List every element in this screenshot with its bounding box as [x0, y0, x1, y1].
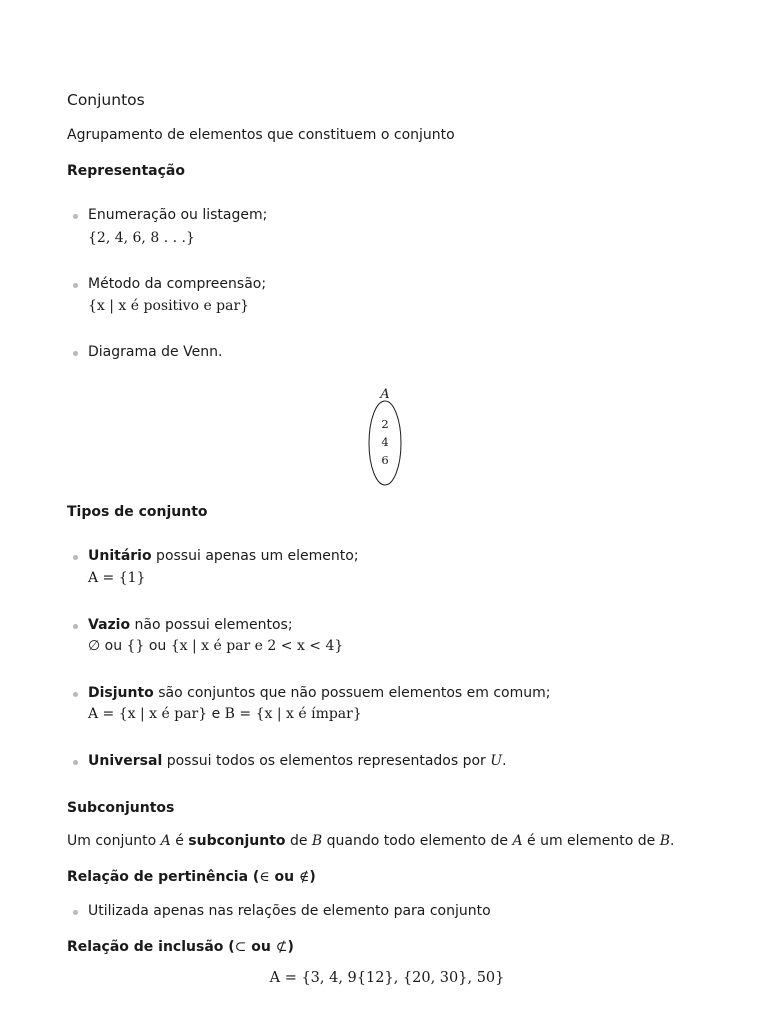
- term-universal: Universal: [88, 753, 163, 769]
- text-fragment: ): [309, 869, 316, 885]
- math-enumeracao: {2, 4, 6, 8 . . .}: [88, 230, 195, 246]
- subset-symbol: ⊂: [234, 939, 247, 955]
- text-fragment: de: [285, 833, 312, 849]
- text-fragment: é: [170, 833, 189, 849]
- list-item-enumeracao: Enumeração ou listagem;: [88, 207, 268, 223]
- math-universal-u: U: [490, 753, 503, 769]
- inclusao-formula: A = {3, 4, 9{12}, {20, 30}, 50}: [269, 970, 505, 986]
- not-subset-symbol: ⊄: [275, 939, 288, 955]
- text-fragment: Relação de pertinência (: [67, 869, 260, 885]
- venn-diagram: [367, 386, 403, 488]
- set-a-definition: A = {x | x é par}: [88, 706, 208, 722]
- desc-unitario: possui apenas um elemento;: [151, 548, 359, 564]
- heading-tipos: Tipos de conjunto: [67, 504, 208, 520]
- desc-universal-end: .: [502, 753, 507, 769]
- math-var: B: [659, 833, 671, 849]
- bullet-dot: [73, 624, 78, 629]
- list-item-unitario: [88, 548, 359, 564]
- text-fragment: Relação de inclusão (: [67, 939, 235, 955]
- list-item-vazio: [88, 617, 293, 633]
- bullet-dot: [73, 692, 78, 697]
- term-unitario: Unitário: [88, 548, 152, 564]
- element-of-symbol: ∈: [259, 869, 270, 885]
- list-item-disjunto: [88, 685, 550, 701]
- term-vazio: Vazio: [88, 617, 131, 633]
- empty-braces: {}: [126, 638, 145, 654]
- term-subconjunto: subconjunto: [188, 833, 286, 849]
- text-fragment: Um conjunto: [67, 833, 161, 849]
- bullet-dot: [73, 283, 78, 288]
- desc-disjunto: são conjuntos que não possuem elementos em comum;: [153, 685, 551, 701]
- text-fragment: ou: [246, 939, 276, 955]
- not-element-of-symbol: ∉: [299, 869, 310, 885]
- text-fragment: ou: [269, 869, 300, 885]
- math-disjunto: [88, 706, 362, 722]
- connector-text: ou: [100, 638, 127, 654]
- list-item-universal: [88, 753, 507, 769]
- desc-vazio: não possui elementos;: [130, 617, 293, 633]
- math-var: A: [512, 833, 523, 849]
- bullet-dot: [73, 910, 78, 915]
- list-item-compreensao: Método da compreensão;: [88, 276, 267, 292]
- connector-text: ou: [144, 638, 171, 654]
- bullet-dot: [73, 760, 78, 765]
- venn-element: 6: [381, 453, 389, 467]
- text-fragment: .: [670, 833, 675, 849]
- heading-pertinencia: [67, 869, 316, 885]
- math-var: B: [311, 833, 323, 849]
- subconjunto-definition: [67, 833, 674, 849]
- intro-text: Agrupamento de elementos que constituem o conjunto: [67, 127, 455, 143]
- desc-universal: possui todos os elementos representados por: [162, 753, 491, 769]
- text-fragment: ): [287, 939, 294, 955]
- list-item-venn: Diagrama de Venn.: [88, 344, 223, 360]
- math-compreensao: {x | x é positivo e par}: [88, 298, 250, 314]
- heading-inclusao: [67, 939, 294, 955]
- term-disjunto: Disjunto: [88, 685, 154, 701]
- venn-element: 4: [381, 435, 389, 449]
- list-item-pertinencia: Utilizada apenas nas relações de elemento para conjunto: [88, 903, 491, 919]
- math-var: A: [160, 833, 171, 849]
- page-title: Conjuntos: [67, 91, 145, 109]
- empty-set-symbol: ∅: [88, 638, 101, 654]
- empty-set-comprehension: {x | x é par e 2 < x < 4}: [170, 638, 344, 654]
- math-vazio: [88, 638, 343, 654]
- set-b-definition: B = {x | x é ímpar}: [224, 706, 362, 722]
- connector-text: e: [207, 706, 225, 722]
- bullet-dot: [73, 214, 78, 219]
- heading-representacao: Representação: [67, 163, 185, 179]
- text-fragment: quando todo elemento de: [322, 833, 513, 849]
- text-fragment: é um elemento de: [522, 833, 660, 849]
- bullet-dot: [73, 351, 78, 356]
- venn-element: 2: [381, 417, 389, 431]
- venn-set-label: A: [380, 387, 390, 402]
- bullet-dot: [73, 555, 78, 560]
- heading-subconjuntos: Subconjuntos: [67, 800, 175, 816]
- math-unitario: A = {1}: [88, 570, 146, 586]
